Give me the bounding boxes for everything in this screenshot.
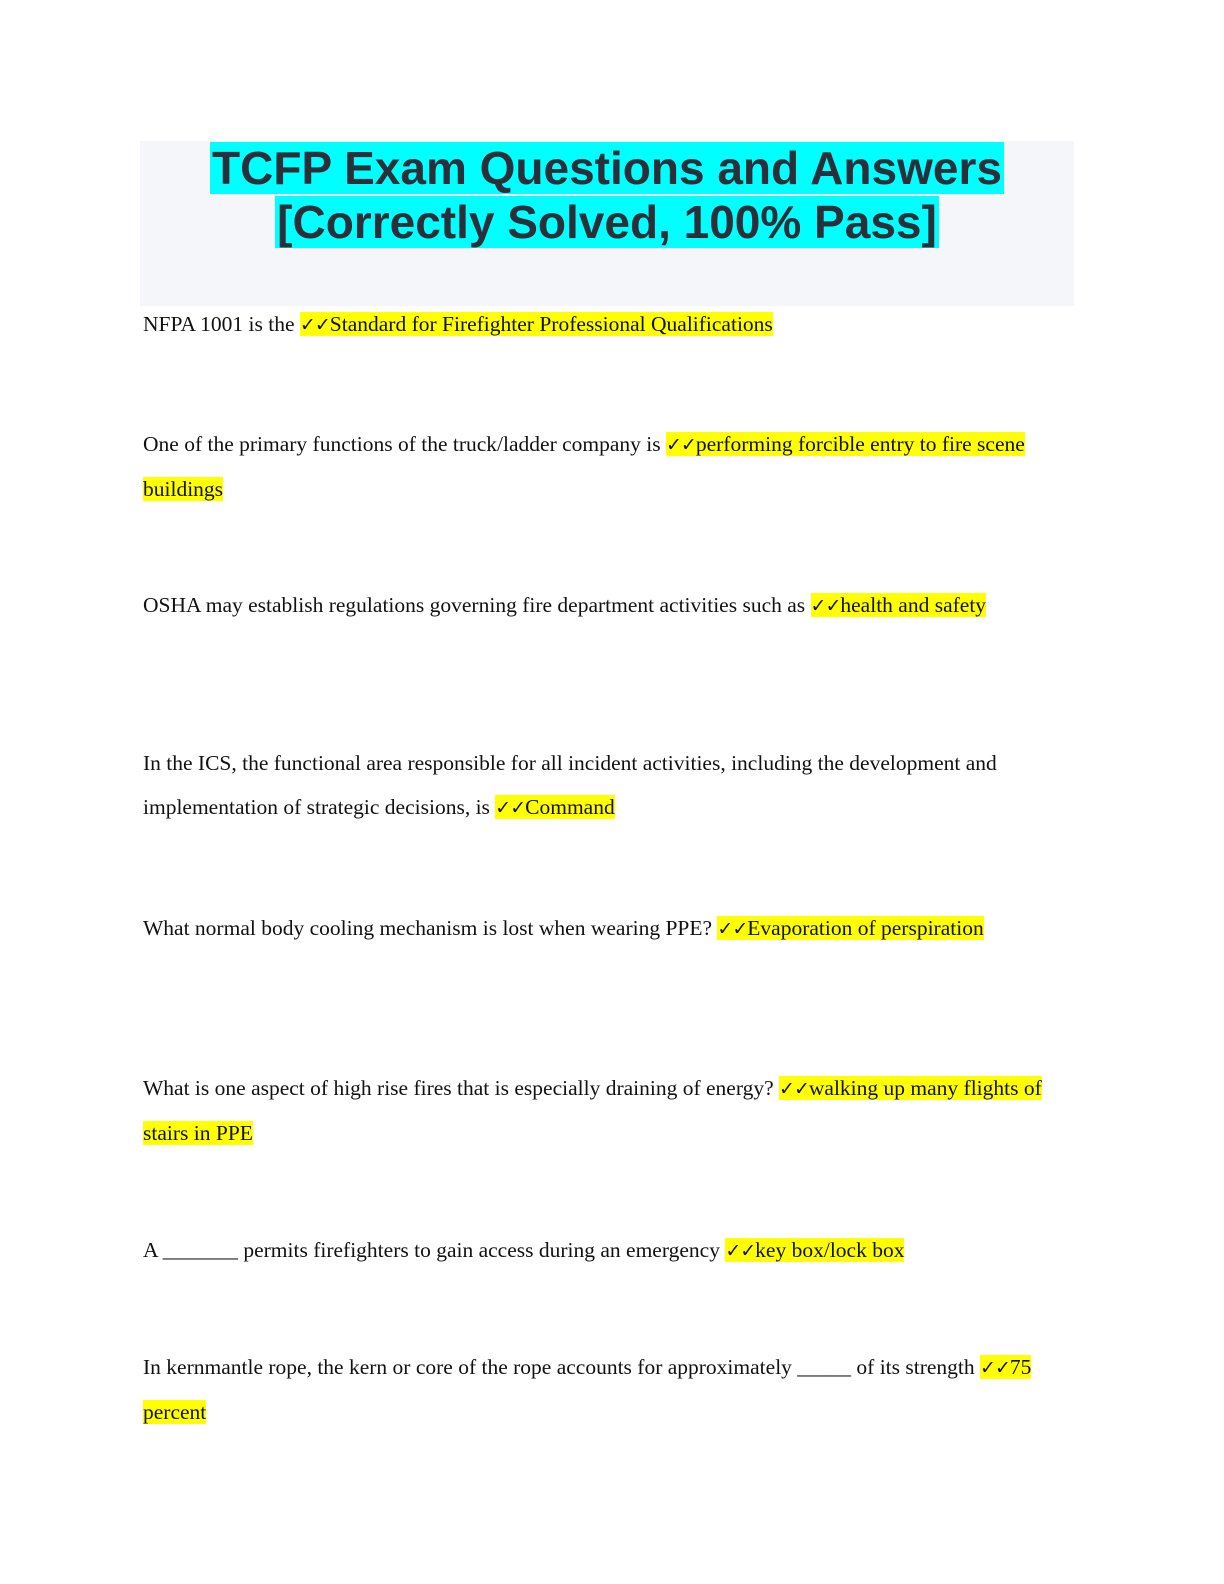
answer-text: Command: [525, 795, 615, 819]
question-text: NFPA 1001 is the: [143, 312, 300, 336]
answer-text: 75 percent: [143, 1355, 1032, 1424]
double-check-icon: ✓✓: [299, 314, 330, 336]
answer-highlight: [300, 312, 773, 336]
answer-text: performing forcible entry to fire scene buildings: [143, 432, 1025, 501]
qa-item-5: [143, 906, 1073, 951]
answer-highlight: [495, 795, 614, 819]
qa-item-7: [143, 1228, 1073, 1273]
question-text: What is one aspect of high rise fires that is especially draining of energy?: [143, 1076, 780, 1100]
question-text: In kernmantle rope, the kern or core of the rope accounts for approximately _____ of its strength: [143, 1355, 981, 1379]
qa-item-2: [143, 422, 1073, 511]
page-title: [140, 141, 1074, 249]
qa-item-8: [143, 1345, 1073, 1434]
qa-item-4: [143, 741, 1073, 830]
qa-item-3: [143, 583, 1073, 628]
title-line-1: TCFP Exam Questions and Answers: [212, 142, 1002, 194]
question-text: What normal body cooling mechanism is lost when wearing PPE?: [143, 916, 718, 940]
answer-text: Evaporation of perspiration: [747, 916, 984, 940]
double-check-icon: ✓✓: [495, 797, 526, 819]
qa-item-6: [143, 1066, 1073, 1155]
answer-text: walking up many flights of stairs in PPE: [143, 1076, 1042, 1145]
answer-highlight: [725, 1238, 904, 1262]
question-text: One of the primary functions of the truck/ladder company is: [143, 432, 667, 456]
answer-text: Standard for Firefighter Professional Qualifications: [329, 312, 773, 336]
title-line-2: [Correctly Solved, 100% Pass]: [277, 196, 937, 248]
double-check-icon: ✓✓: [810, 595, 841, 617]
question-text: OSHA may establish regulations governing fire department activities such as: [143, 593, 811, 617]
double-check-icon: ✓✓: [980, 1357, 1010, 1379]
answer-highlight: [811, 593, 987, 617]
double-check-icon: ✓✓: [725, 1240, 756, 1262]
question-text: A _______ permits firefighters to gain access during an emergency: [143, 1238, 726, 1262]
qa-item-1: [143, 302, 1073, 347]
double-check-icon: ✓✓: [666, 434, 696, 456]
question-text: In the ICS, the functional area responsible for all incident activities, including the development and implementation of strategic decisions, is: [143, 751, 997, 819]
answer-highlight: [717, 916, 983, 940]
double-check-icon: ✓✓: [779, 1078, 809, 1100]
answer-text: key box/lock box: [755, 1238, 905, 1262]
double-check-icon: ✓✓: [717, 918, 748, 940]
answer-text: health and safety: [840, 593, 987, 617]
